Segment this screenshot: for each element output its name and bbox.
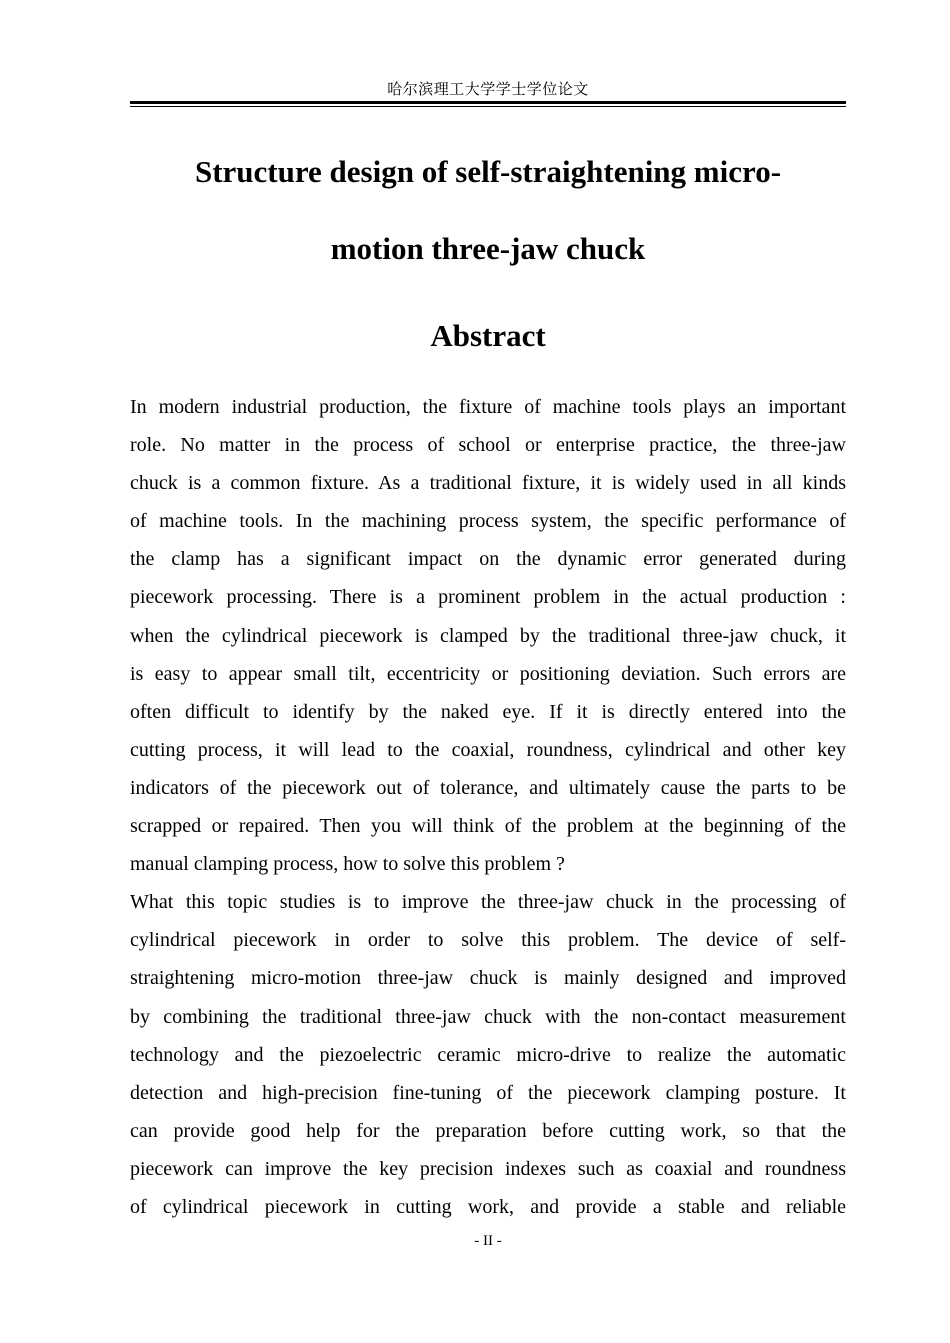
header-rule-thin bbox=[130, 106, 846, 107]
abstract-line: role. No matter in the process of school or enterprise practice, the three-jaw bbox=[130, 434, 846, 457]
abstract-line: chuck is a common fixture. As a traditional fixture, it is widely used in all kinds bbox=[130, 472, 846, 495]
header-rule-thick bbox=[130, 101, 846, 104]
abstract-heading: Abstract bbox=[430, 318, 546, 353]
abstract-line: of cylindrical piecework in cutting work, and provide a stable and reliable bbox=[130, 1195, 846, 1218]
abstract-line: In modern industrial production, the fixture of machine tools plays an important bbox=[130, 396, 846, 418]
abstract-line: is easy to appear small tilt, eccentricity or positioning deviation. Such errors are bbox=[130, 662, 846, 685]
abstract-line: piecework can improve the key precision indexes such as coaxial and roundness bbox=[130, 1157, 846, 1180]
abstract-line: often difficult to identify by the naked eye. If it is directly entered into the bbox=[130, 700, 846, 723]
abstract-body bbox=[130, 388, 846, 1226]
abstract-line: detection and high-precision fine-tuning of the piecework clamping posture. It bbox=[130, 1081, 846, 1104]
thesis-title-line-2: motion three-jaw chuck bbox=[330, 231, 646, 266]
abstract-line: cylindrical piecework in order to solve this problem. The device of self- bbox=[130, 929, 846, 952]
abstract-line: cutting process, it will lead to the coaxial, roundness, cylindrical and other key bbox=[130, 738, 846, 761]
abstract-line: the clamp has a significant impact on the dynamic error generated during bbox=[130, 548, 846, 571]
abstract-line: of machine tools. In the machining process system, the specific performance of bbox=[130, 510, 846, 533]
abstract-line: can provide good help for the preparation before cutting work, so that the bbox=[130, 1119, 846, 1142]
thesis-title-line-1: Structure design of self-straightening micro- bbox=[194, 154, 782, 189]
abstract-line: by combining the traditional three-jaw chuck with the non-contact measurement bbox=[130, 1005, 846, 1028]
abstract-line: straightening micro-motion three-jaw chuck is mainly designed and improved bbox=[130, 967, 846, 990]
abstract-line: manual clamping process, how to solve this problem ? bbox=[130, 853, 565, 876]
abstract-line: piecework processing. There is a prominent problem in the actual production : bbox=[130, 586, 846, 609]
abstract-line: indicators of the piecework out of tolerance, and ultimately cause the parts to be bbox=[130, 776, 846, 799]
abstract-line: What this topic studies is to improve the three-jaw chuck in the processing of bbox=[130, 891, 846, 914]
abstract-line: scrapped or repaired. Then you will think of the problem at the beginning of the bbox=[130, 815, 846, 838]
running-header: 哈尔滨理工大学学士学位论文 bbox=[387, 80, 589, 98]
abstract-line: technology and the piezoelectric ceramic micro-drive to realize the automatic bbox=[130, 1043, 846, 1066]
abstract-line: when the cylindrical piecework is clamped by the traditional three-jaw chuck, it bbox=[130, 624, 846, 647]
page-number: - II - bbox=[474, 1233, 502, 1249]
